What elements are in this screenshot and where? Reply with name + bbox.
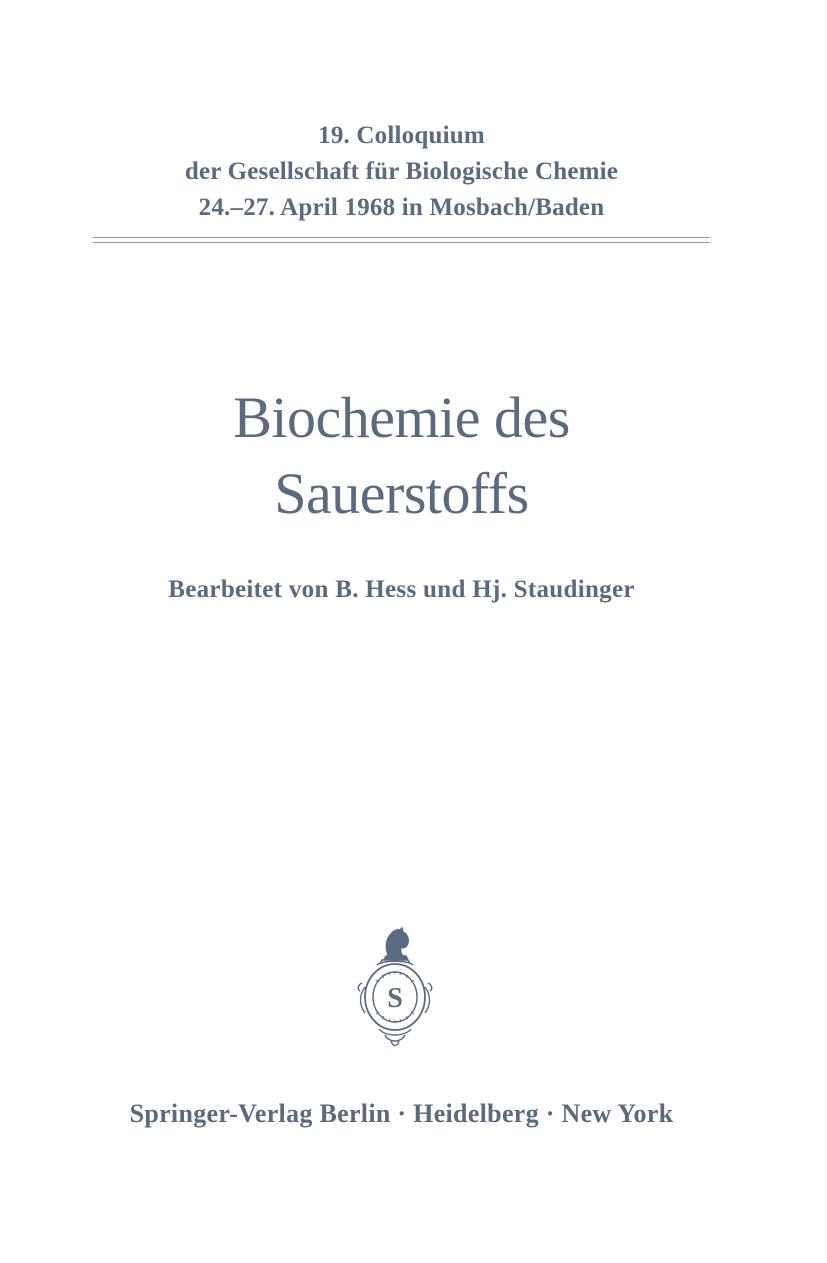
book-title-line-2: Sauerstoffs [274,461,529,526]
book-title-line-1: Biochemie des [233,385,570,450]
colloquium-line-1: 19. Colloquium [318,122,485,149]
colloquium-line-2: der Gesellschaft für Biologische Chemie [184,158,619,185]
editors-line: Bearbeitet von B. Hess und Hj. Staudinger [168,576,635,603]
colloquium-header [0,118,803,226]
logo-monogram: S [387,983,403,1014]
colloquium-line-3: 24.–27. April 1968 in Mosbach/Baden [198,194,605,221]
publisher-imprint: Springer-Verlag Berlin · Heidelberg · New York [129,1099,674,1128]
double-rule-top [93,237,710,238]
double-rule-bottom [93,242,710,243]
book-title [0,380,803,532]
springer-horse-logo-icon [355,925,435,1051]
